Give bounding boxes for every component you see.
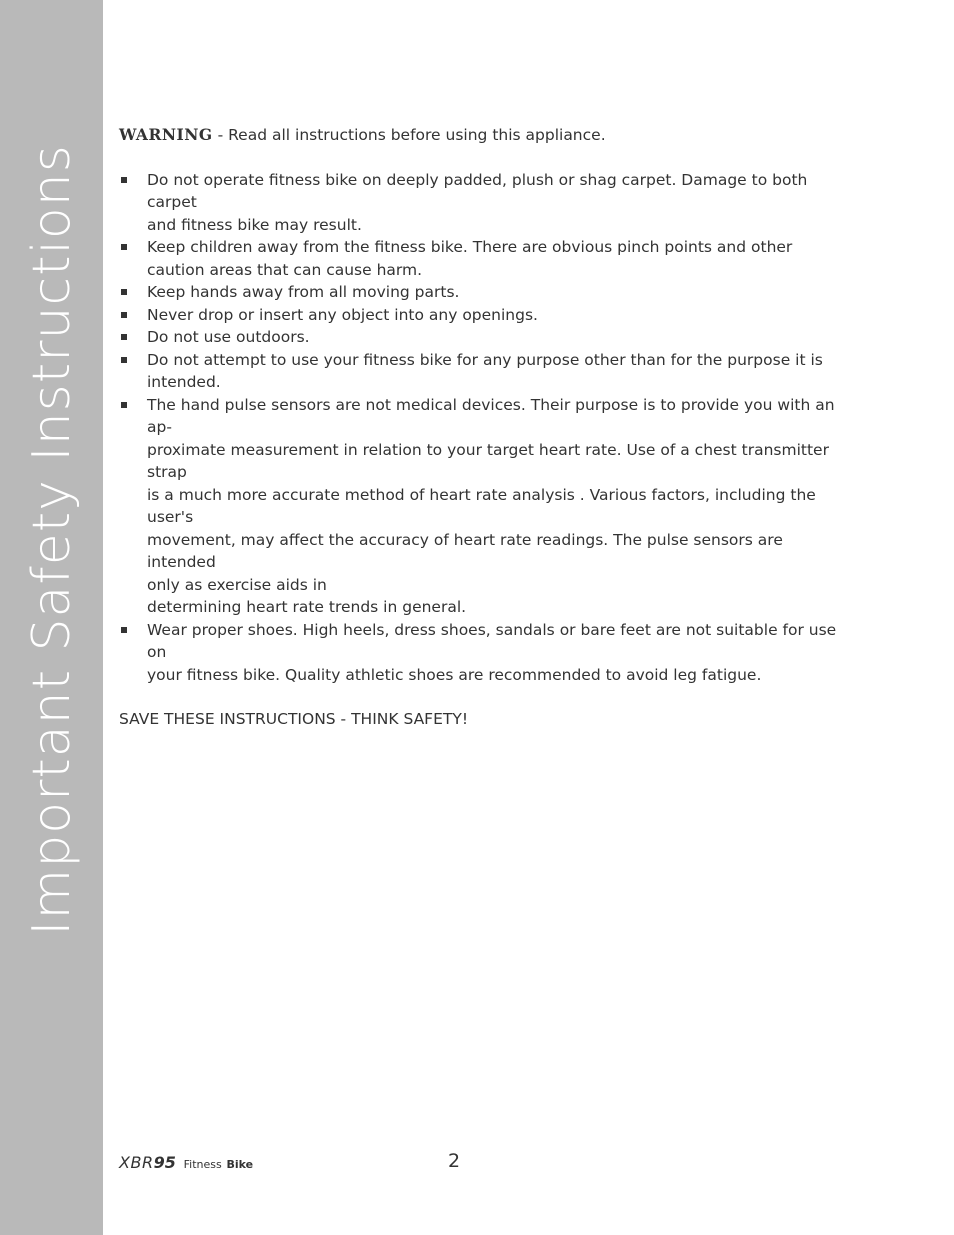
- closing-statement: SAVE THESE INSTRUCTIONS - THINK SAFETY!: [119, 710, 469, 728]
- footer-brand: [119, 1153, 253, 1172]
- rule-text: Keep children away from the fitness bike. There are obvious pinch points and other caution areas that can cause harm.: [147, 238, 793, 279]
- square-bullet-icon: [121, 244, 127, 250]
- list-item: [119, 169, 839, 237]
- list-item: [119, 619, 839, 687]
- list-item: [119, 349, 839, 394]
- square-bullet-icon: [121, 627, 127, 633]
- sidebar-title: Important Safety Instructions: [22, 144, 82, 936]
- rule-text: Keep hands away from all moving parts.: [147, 283, 460, 301]
- warning-label: WARNING: [119, 125, 213, 144]
- rule-text: The hand pulse sensors are not medical devices. Their purpose is to provide you with an ap- proximate measurement in relation to your target heart rate. Use of a chest transmitter strap is a much more accurate method of heart rate analysis . Various factors, including the user's movement, may affect the accuracy of heart rate readings. The pulse sensors are intended only as exercise aids in determining heart rate trends in general.: [147, 395, 835, 616]
- rule-text: Do not use outdoors.: [147, 328, 310, 346]
- main-content: [119, 124, 839, 746]
- square-bullet-icon: [121, 289, 127, 295]
- list-item: [119, 326, 839, 349]
- list-item: [119, 281, 839, 304]
- page-number: 2: [448, 1150, 461, 1172]
- square-bullet-icon: [121, 357, 127, 363]
- brand-fitness: Fitness: [183, 1158, 222, 1171]
- warning-text: - Read all instructions before using this appliance.: [212, 126, 606, 144]
- list-item: [119, 394, 839, 619]
- list-item: [119, 304, 839, 327]
- square-bullet-icon: [121, 402, 127, 408]
- square-bullet-icon: [121, 312, 127, 318]
- sidebar-band: [0, 0, 103, 1235]
- brand-prefix: XBR: [119, 1153, 154, 1172]
- rule-text: Do not attempt to use your fitness bike for any purpose other than for the purpose it is intended.: [147, 350, 823, 391]
- rule-text: Never drop or insert any object into any openings.: [147, 305, 538, 324]
- warning-line: [119, 124, 839, 147]
- square-bullet-icon: [121, 177, 127, 183]
- rule-text: Do not operate fitness bike on deeply padded, plush or shag carpet. Damage to both carpet and fitness bike may result.: [147, 170, 808, 234]
- brand-bike: Bike: [226, 1158, 254, 1171]
- safety-rules-list: [119, 169, 839, 687]
- list-item: [119, 236, 839, 281]
- rule-text: Wear proper shoes. High heels, dress shoes, sandals or bare feet are not suitable for use on your fitness bike. Quality athletic shoes are recommended to avoid leg fatigue.: [147, 620, 837, 684]
- brand-number: 95: [153, 1153, 176, 1172]
- square-bullet-icon: [121, 334, 127, 340]
